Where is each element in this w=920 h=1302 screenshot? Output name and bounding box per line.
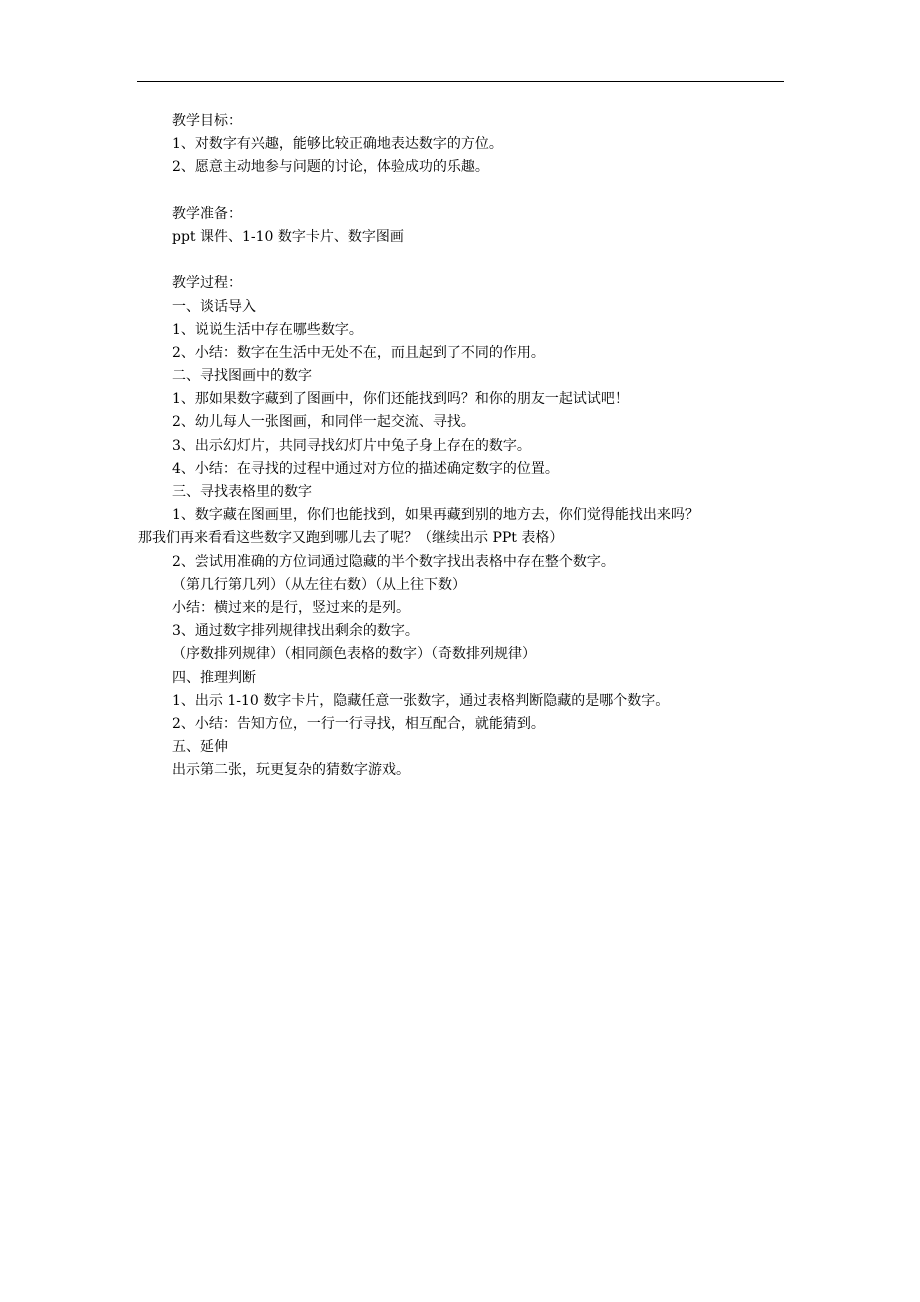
process-line: 2、尝试用准确的方位词通过隐藏的半个数字找出表格中存在整个数字。 [172, 553, 615, 570]
goal-item-2: 2、愿意主动地参与问题的讨论，体验成功的乐趣。 [172, 159, 489, 176]
goals-heading: 教学目标： [172, 113, 242, 129]
process-line: 出示第二张，玩更复杂的猜数字游戏。 [172, 762, 410, 779]
spacer [138, 249, 788, 272]
process-line: 四、推理判断 [172, 669, 256, 686]
spacer [138, 180, 788, 203]
process-line: 1、数字藏在图画里，你们也能找到，如果再藏到别的地方去，你们觉得能找出来吗？ [172, 507, 699, 524]
process-line: （第几行第几列）（从左往右数）（从上往下数） [172, 576, 466, 593]
process-line: 1、说说生活中存在哪些数字。 [172, 321, 363, 338]
prep-body: ppt 课件、1-10 数字卡片、数字图画 [172, 228, 404, 245]
process-line: 一、谈话导入 [172, 298, 256, 315]
process-line: 4、小结：在寻找的过程中通过对方位的描述确定数字的位置。 [172, 460, 559, 477]
process-line: 小结：横过来的是行，竖过来的是列。 [172, 599, 410, 616]
process-line-continuation: 那我们再来看看这些数字又跑到哪儿去了呢？（继续出示 PPt 表格） [138, 530, 564, 547]
header-rule [137, 81, 784, 82]
process-line: 2、小结：数字在生活中无处不在，而且起到了不同的作用。 [172, 344, 545, 361]
process-line: 3、通过数字排列规律找出剩余的数字。 [172, 623, 419, 640]
goal-item-1: 1、对数字有兴趣，能够比较正确地表达数字的方位。 [172, 136, 503, 153]
process-line: 2、幼儿每人一张图画，和同伴一起交流、寻找。 [172, 414, 475, 431]
process-heading: 教学过程： [172, 275, 242, 292]
prep-heading: 教学准备： [172, 205, 242, 222]
process-line: 2、小结：告知方位，一行一行寻找，相互配合，就能猜到。 [172, 715, 545, 732]
process-line: 3、出示幻灯片，共同寻找幻灯片中兔子身上存在的数字。 [172, 437, 531, 454]
process-line: 1、出示 1-10 数字卡片，隐藏任意一张数字，通过表格判断隐藏的是哪个数字。 [172, 692, 670, 709]
process-line: 五、延伸 [172, 739, 228, 756]
process-line: （序数排列规律）（相同颜色表格的数字）（奇数排列规律） [172, 646, 536, 663]
process-line: 三、寻找表格里的数字 [172, 484, 312, 500]
process-line: 1、那如果数字藏到了图画中，你们还能找到吗？和你的朋友一起试试吧！ [172, 391, 629, 408]
process-line: 二、寻找图画中的数字 [172, 368, 312, 385]
lesson-plan-document [138, 110, 788, 782]
